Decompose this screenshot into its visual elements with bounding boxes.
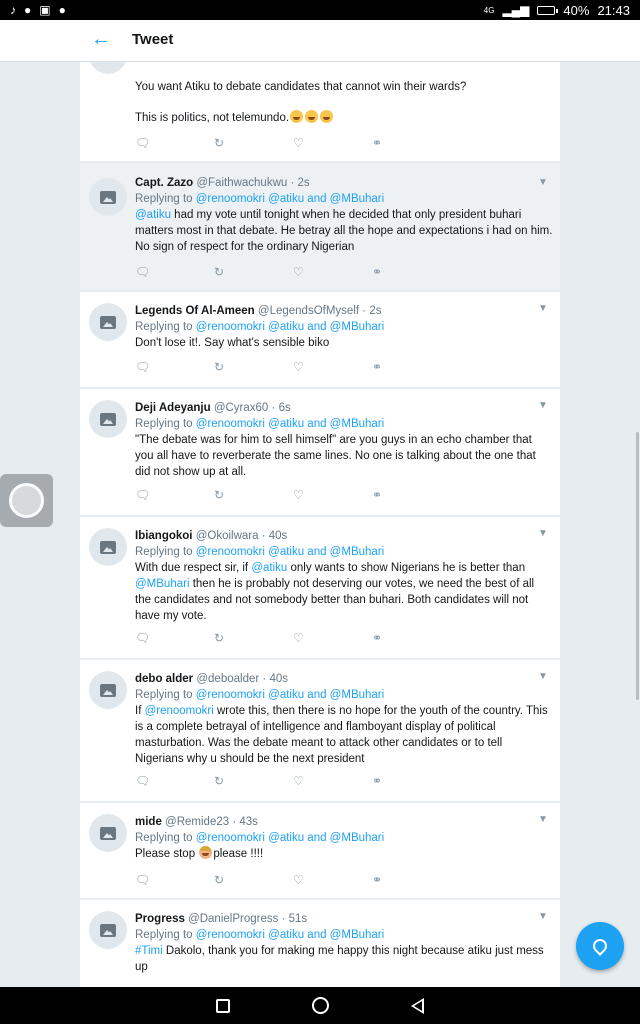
chevron-down-icon[interactable]: ▼	[538, 303, 548, 314]
scrollbar[interactable]	[636, 432, 639, 700]
replying-to	[135, 319, 553, 335]
image-placeholder-icon	[100, 924, 116, 937]
battery-percent: 40%	[563, 2, 590, 18]
tweet[interactable]: ▼ Deji Adeyanju @Cyrax60 · 6s Replying to @renoomokri @atiku and @MBuhari "The debate was for him to sell himself" are you guys in an echo chamber that you all have to reverberate the same lines. No one is talking about the one that did not show up at all. 🗨 ↻ ♡ ⚭	[80, 389, 560, 516]
reply-icon[interactable]: 🗨	[135, 265, 151, 279]
share-icon[interactable]: ⚭	[372, 136, 383, 150]
tweet-text	[135, 207, 553, 255]
tweet-actions	[135, 359, 451, 375]
tweet-feed[interactable]	[80, 62, 560, 987]
retweet-icon[interactable]: ↻	[214, 360, 225, 374]
volume-icon: ♪	[10, 3, 16, 17]
user-name[interactable]: Deji Adeyanju	[135, 402, 211, 414]
tweet-time: 2s	[369, 305, 382, 317]
tweet-text-body: wrote this, then there is no hope for the youth of the country. This is a complete betrayal of intelligence and flamboyant display of political masturbation. Was the debate meant to attack other candidates or to tell Nigerians why u should be the next president	[135, 705, 548, 765]
retweet-icon[interactable]: ↻	[214, 136, 225, 150]
user-handle[interactable]: @Remide23	[165, 816, 230, 828]
replying-label: Replying to	[135, 689, 193, 701]
replying-to	[135, 687, 553, 703]
avatar[interactable]	[89, 400, 127, 438]
share-icon[interactable]: ⚭	[372, 631, 383, 645]
share-icon[interactable]: ⚭	[372, 488, 383, 502]
replying-to	[135, 830, 553, 846]
user-handle[interactable]: @DanielProgress	[188, 913, 279, 925]
heart-icon[interactable]: ♡	[293, 488, 304, 502]
heart-icon[interactable]: ♡	[293, 360, 304, 374]
mention-link[interactable]: @atiku	[251, 562, 288, 574]
mention-link[interactable]: @renoomokri	[144, 705, 214, 717]
app-bar	[0, 20, 640, 62]
tweet-text: You want Atiku to debate candidates that cannot win their wards?	[135, 81, 467, 93]
user-handle[interactable]: @Faithwachukwu	[196, 177, 288, 189]
user-name[interactable]: debo alder	[135, 673, 194, 685]
tweet-partial[interactable]	[80, 62, 560, 162]
joy-emoji-icon	[305, 110, 318, 123]
share-icon[interactable]: ⚭	[372, 774, 383, 788]
avatar[interactable]	[89, 303, 127, 341]
chevron-down-icon[interactable]: ▼	[538, 400, 548, 411]
tweet-text	[135, 110, 553, 126]
reply-icon[interactable]: 🗨	[135, 360, 151, 374]
replying-label: Replying to	[135, 418, 193, 430]
tweet-actions	[135, 264, 451, 280]
tweet-text	[135, 943, 553, 975]
heart-icon[interactable]: ♡	[293, 873, 304, 887]
user-name[interactable]: Legends Of Al-Ameen	[135, 305, 255, 317]
replying-to-link[interactable]: @renoomokri @atiku and @MBuhari	[195, 193, 385, 205]
tweet-text-line: This is politics, not telemundo.	[135, 112, 290, 124]
user-name[interactable]: mide	[135, 816, 162, 828]
tweet-time: 43s	[239, 816, 258, 828]
tweet-time: 2s	[297, 177, 310, 189]
tweet-text-mid: only wants to show Nigerians he is better than	[290, 562, 526, 574]
image-placeholder-icon	[100, 413, 116, 426]
share-icon[interactable]: ⚭	[372, 265, 383, 279]
replying-label: Replying to	[135, 321, 193, 333]
chevron-down-icon[interactable]: ▼	[538, 814, 548, 825]
user-name[interactable]: Capt. Zazo	[135, 177, 194, 189]
tweet-text	[135, 703, 553, 767]
mention-link[interactable]: @MBuhari	[135, 578, 190, 590]
avatar[interactable]	[89, 671, 127, 709]
user-handle[interactable]: @Cyrax60	[213, 402, 269, 414]
mention-link[interactable]: @atiku	[135, 209, 171, 221]
compose-button[interactable]	[576, 922, 624, 970]
tweet[interactable]: ▼ Progress @DanielProgress · 51s Replying to @renoomokri @atiku and @MBuhari #Timi Dakolo, thank you for making me happy this night because atiku just mess up	[80, 900, 560, 987]
reply-icon[interactable]: 🗨	[135, 488, 151, 502]
user-handle[interactable]: @Okoilwara	[195, 530, 259, 542]
replying-label: Replying to	[135, 832, 193, 844]
chevron-down-icon[interactable]: ▼	[538, 911, 548, 922]
chevron-down-icon[interactable]: ▼	[538, 671, 548, 682]
user-handle[interactable]: @deboalder	[196, 673, 260, 685]
reply-icon[interactable]: 🗨	[135, 631, 151, 645]
replying-label: Replying to	[135, 193, 193, 205]
tweet[interactable]: ▼ Capt. Zazo @Faithwachukwu · 2s Replying to @renoomokri @atiku and @MBuhari @atiku had my vote until tonight when he decided that only president buhari matters most in that debate. He betray all the hope and expectations i had on him. No sign of respect for the ordinary Nigerian 🗨 ↻ ♡ ⚭	[80, 163, 560, 291]
heart-icon[interactable]: ♡	[293, 265, 304, 279]
retweet-icon[interactable]: ↻	[214, 488, 225, 502]
image-placeholder-icon	[100, 684, 116, 697]
tweet-time: 40s	[268, 530, 288, 542]
replying-to-link[interactable]: @renoomokri @atiku and @MBuhari	[195, 832, 385, 844]
signal-icon: ▂▄▆	[502, 3, 530, 17]
heart-icon[interactable]: ♡	[293, 774, 304, 788]
heart-icon[interactable]: ♡	[293, 631, 304, 645]
tweet-time: 6s	[278, 402, 291, 414]
avatar[interactable]	[89, 911, 127, 949]
back-icon[interactable]	[411, 998, 424, 1014]
retweet-icon[interactable]: ↻	[214, 873, 225, 887]
heart-icon[interactable]: ♡	[293, 136, 304, 150]
replying-to-link[interactable]: @renoomokri @atiku and @MBuhari	[195, 321, 385, 333]
retweet-icon[interactable]: ↻	[214, 631, 225, 645]
network-type: 4G	[483, 5, 495, 15]
chevron-down-icon[interactable]: ▼	[538, 177, 548, 188]
tweet-text-pre: If	[135, 705, 142, 717]
image-placeholder-icon	[100, 316, 116, 329]
system-nav-bar	[0, 987, 640, 1024]
tweet[interactable]: ▼ mide @Remide23 · 43s Replying to @renoomokri @atiku and @MBuhari Please stop please !!!! 🗨 ↻ ♡ ⚭	[80, 803, 560, 899]
tweet-time: 51s	[288, 913, 308, 925]
replying-to	[135, 191, 553, 207]
status-left-icons	[10, 4, 66, 16]
home-icon[interactable]	[312, 997, 329, 1014]
tweet-actions	[135, 773, 451, 789]
tweet-time: 40s	[269, 673, 288, 685]
retweet-icon[interactable]: ↻	[214, 265, 225, 279]
status-right	[484, 3, 630, 18]
tweet-actions	[135, 872, 451, 888]
reply-icon[interactable]: 🗨	[135, 774, 151, 788]
hashtag-link[interactable]: #Timi	[135, 945, 163, 957]
retweet-icon[interactable]: ↻	[214, 774, 225, 788]
tweet-text-body: then he is probably not deserving our votes, we need the best of all the candidates and not somebody better than buhari. Both candidates will not have my vote.	[135, 578, 535, 622]
tweet-actions	[135, 630, 451, 646]
replying-to-link[interactable]: @renoomokri @atiku and @MBuhari	[195, 418, 385, 430]
gallery-icon: ▣	[39, 3, 51, 17]
page-title: Tweet	[132, 31, 174, 48]
tweet-text-body: Dakolo, thank you for making me happy this night because atiku just mess up	[135, 945, 544, 973]
replying-to	[135, 927, 553, 943]
share-icon[interactable]: ⚭	[372, 873, 383, 887]
replying-to-link[interactable]: @renoomokri @atiku and @MBuhari	[195, 929, 385, 941]
joy-emoji-icon	[290, 110, 303, 123]
user-handle[interactable]: @LegendsOfMyself	[257, 305, 360, 317]
tweet-actions	[135, 135, 451, 151]
user-name[interactable]: Ibiangokoi	[135, 530, 193, 542]
replying-label: Replying to	[135, 546, 193, 558]
avatar[interactable]	[89, 178, 127, 216]
tweet-text-pre: With due respect sir, if	[135, 562, 249, 574]
status-bar	[0, 0, 640, 20]
joy-emoji-icon	[320, 110, 333, 123]
avatar[interactable]	[89, 814, 127, 852]
compose-icon	[590, 936, 610, 956]
reply-icon[interactable]: 🗨	[135, 873, 151, 887]
tweet-text: "The debate was for him to sell himself" are you guys in an echo chamber that you all have to reverberate the same lines. No one is talking about the one that did not show up at all.	[135, 434, 536, 478]
tweet-text-body: please !!!!	[213, 848, 264, 860]
image-placeholder-icon	[100, 541, 116, 554]
avatar[interactable]	[89, 62, 127, 74]
tweet[interactable]: ▼ Ibiangokoi @Okoilwara · 40s Replying to @renoomokri @atiku and @MBuhari With due respect sir, if @atiku only wants to show Nigerians he is better than @MBuhari then he is probably not deserving our votes, we need the best of all the candidates and not somebody better than buhari. Both candidates will not have my vote. 🗨 ↻ ♡ ⚭	[80, 517, 560, 659]
notification-icon: ●	[24, 3, 32, 17]
replying-to	[135, 544, 553, 560]
avatar[interactable]	[89, 528, 127, 566]
image-placeholder-icon	[100, 191, 116, 204]
tweet-text	[135, 846, 553, 862]
reply-icon[interactable]: 🗨	[135, 136, 151, 150]
clock: 21:43	[597, 2, 630, 18]
replying-label: Replying to	[135, 929, 193, 941]
chevron-down-icon[interactable]: ▼	[538, 528, 548, 539]
replying-to	[135, 416, 553, 432]
tweet-text-body: had my vote until tonight when he decided that only president buhari matters most in that debate. He betray all the hope and expectations i had on him. No sign of respect for the ordinary Nigerian	[135, 209, 553, 253]
image-placeholder-icon	[100, 827, 116, 840]
battery-icon	[537, 6, 555, 15]
share-icon[interactable]: ⚭	[372, 360, 383, 374]
replying-to-link[interactable]: @renoomokri @atiku and @MBuhari	[195, 689, 385, 701]
tweet-text: Don't lose it!. Say what's sensible biko	[135, 337, 330, 349]
tweet-text-pre: Please stop	[135, 848, 196, 860]
tweet-text	[135, 560, 553, 624]
facepalm-emoji-icon	[199, 846, 212, 859]
tweet[interactable]: ▼ debo alder @deboalder · 40s Replying to @renoomokri @atiku and @MBuhari If @renoomokri wrote this, then there is no hope for the youth of the country. This is a complete betrayal of intelligence and flamboyant display of political masturbation. Was the debate meant to attack other candidates or to tell Nigerians why u should be the next president 🗨 ↻ ♡ ⚭	[80, 660, 560, 802]
tweet[interactable]: ▼ Legends Of Al-Ameen @LegendsOfMyself · 2s Replying to @renoomokri @atiku and @MBuhari Don't lose it!. Say what's sensible biko 🗨 ↻ ♡ ⚭	[80, 292, 560, 388]
replying-to-link[interactable]: @renoomokri @atiku and @MBuhari	[195, 546, 385, 558]
recents-icon[interactable]	[216, 999, 230, 1013]
arrow-left-icon[interactable]: ←	[91, 28, 111, 50]
user-name[interactable]: Progress	[135, 913, 185, 925]
notification-icon: ●	[58, 3, 66, 17]
tweet-actions	[135, 487, 451, 503]
assistive-touch-button[interactable]	[0, 474, 53, 527]
